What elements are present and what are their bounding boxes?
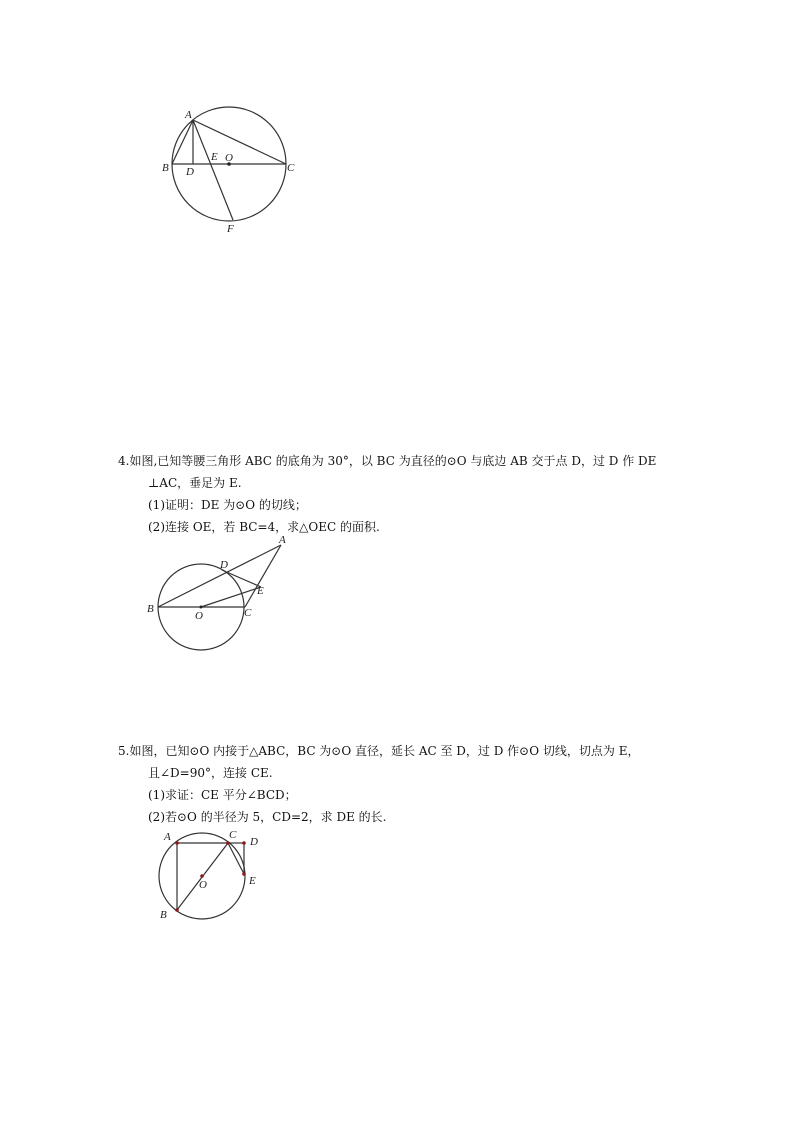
label-e: E (249, 875, 256, 887)
label-f: F (227, 223, 234, 235)
label-d: D (220, 559, 228, 571)
segment-af (193, 120, 233, 220)
label-c: C (287, 162, 295, 174)
label-b: B (162, 162, 169, 174)
problem-4 (118, 450, 656, 538)
label-d: D (186, 166, 194, 178)
label-e: E (211, 151, 218, 163)
segment-ab (172, 120, 193, 164)
label-a: A (185, 109, 192, 121)
figure-2-svg (140, 535, 300, 655)
figure-3-svg (150, 825, 270, 925)
label-o: O (195, 610, 203, 622)
label-o: O (199, 879, 207, 891)
problem-5-line-2: 且∠D=90°，连接 CE. (148, 766, 273, 780)
label-b: B (160, 909, 167, 921)
label-d: D (250, 836, 258, 848)
problem-4-line-1: 4.如图,已知等腰三角形 ABC 的底角为 30°，以 BC 为直径的⊙O 与底边 AB 交于点 D，过 D 作 DE (118, 454, 657, 468)
label-c: C (244, 607, 252, 619)
problem-4-part-1: (1)证明：DE 为⊙O 的切线； (148, 498, 307, 512)
figure-3-circle-diagram (150, 825, 270, 925)
problem-5-part-1: (1)求证：CE 平分∠BCD； (148, 788, 297, 802)
point-d (242, 841, 246, 845)
problem-5-part-2: (2)若⊙O 的半径为 5，CD=2，求 DE 的长. (148, 810, 387, 824)
label-b: B (147, 603, 154, 615)
point-b (175, 908, 179, 912)
label-a: A (164, 831, 171, 843)
figure-2-circle-diagram (140, 535, 300, 655)
point-o (200, 606, 203, 609)
point-a (175, 841, 179, 845)
problem-5 (118, 740, 639, 828)
figure-1-svg (150, 100, 320, 240)
label-a: A (279, 534, 286, 546)
figure-1-circle-diagram (150, 100, 320, 240)
problem-5-line-1: 5.如图，已知⊙O 内接于△ABC，BC 为⊙O 直径，延长 AC 至 D，过 D 作⊙O 切线，切点为 E， (118, 744, 640, 758)
label-e: E (257, 585, 264, 597)
label-c: C (229, 829, 237, 841)
segment-oe (201, 587, 261, 607)
point-o (200, 874, 204, 878)
point-e (242, 872, 246, 876)
segment-de (222, 570, 261, 587)
point-c (226, 841, 230, 845)
problem-4-line-2: ⊥AC，垂足为 E. (148, 476, 242, 490)
label-o: O (225, 152, 233, 164)
problem-4-part-2: (2)连接 OE，若 BC=4，求△OEC 的面积. (148, 520, 380, 534)
